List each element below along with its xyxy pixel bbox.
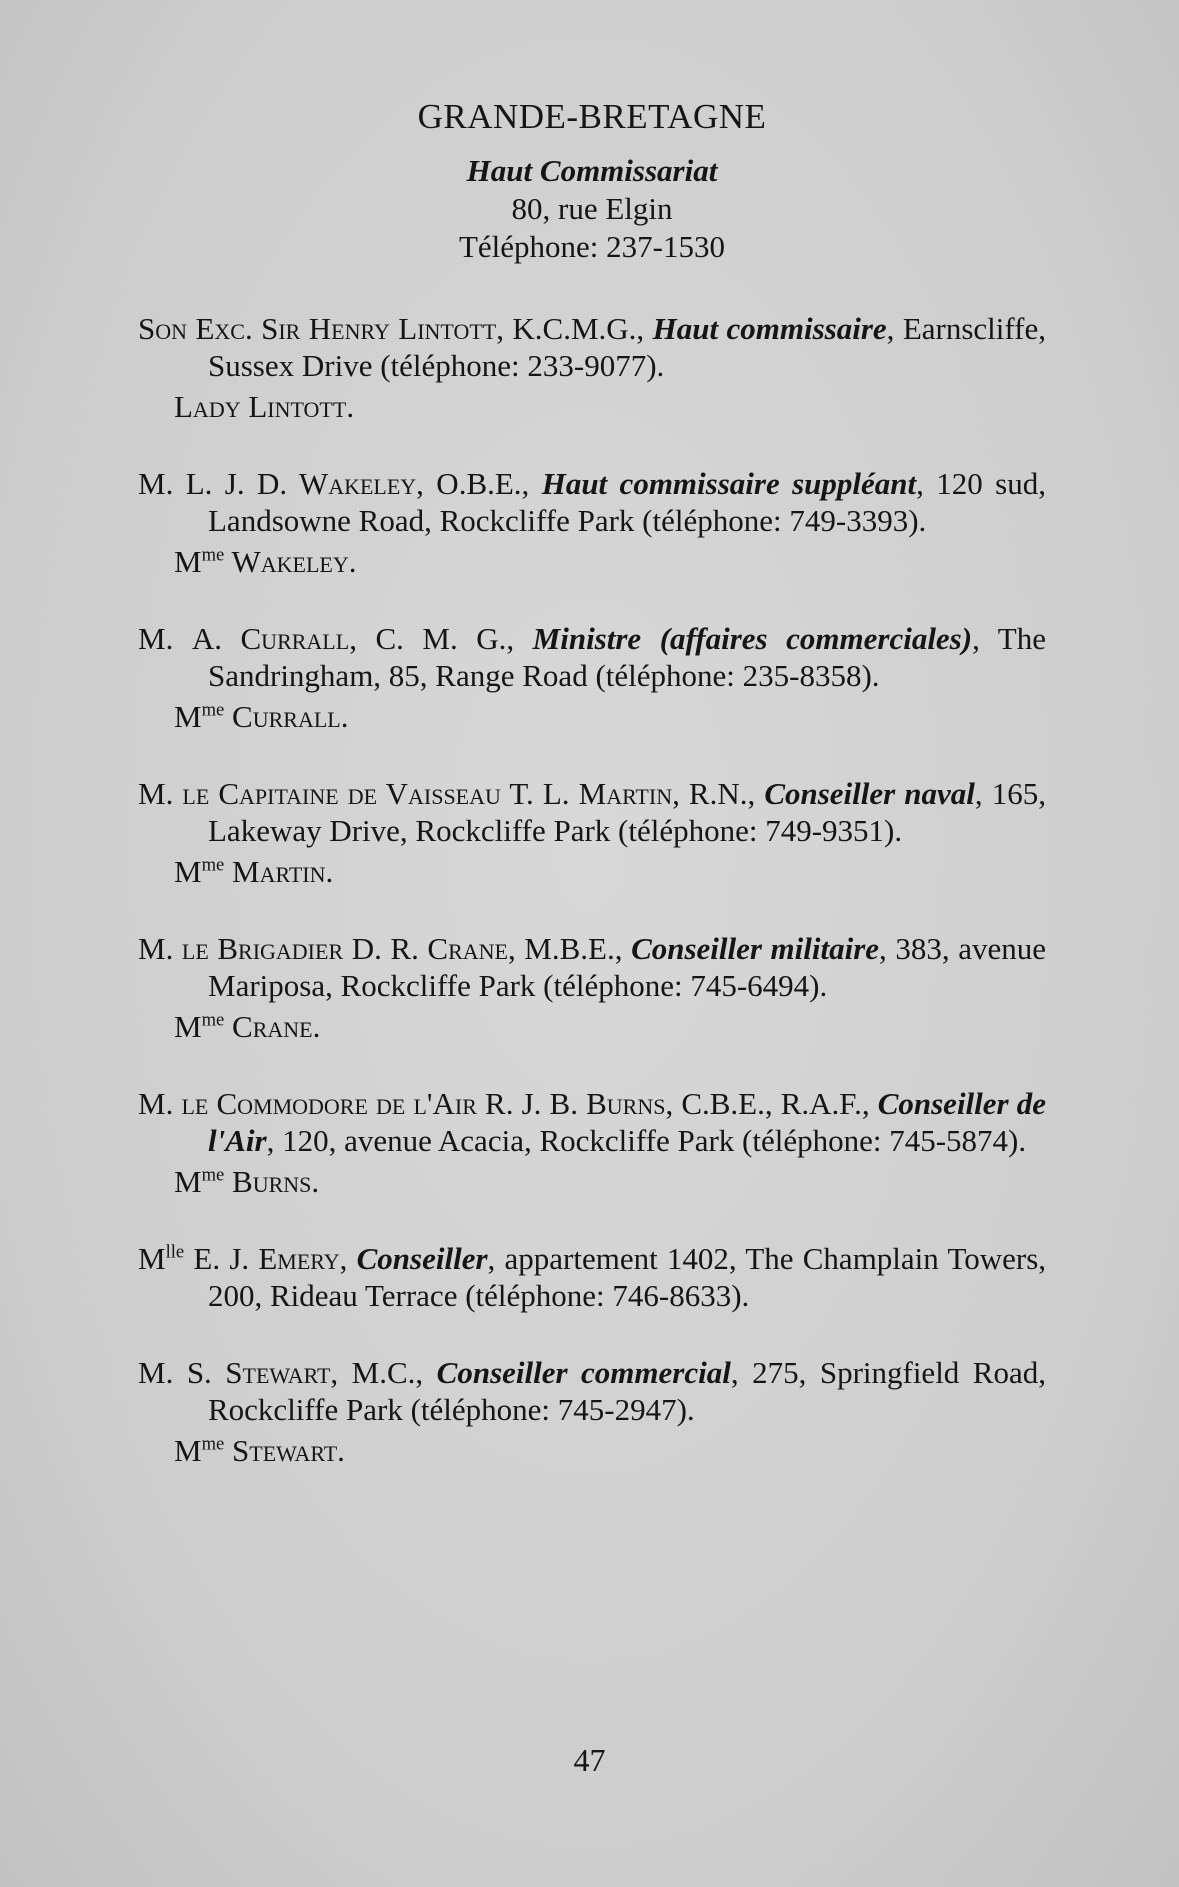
entry-details: , 383, avenue Mariposa, Rockcliffe Park (téléphone: 745-6494). [208,931,1046,1003]
entry-prefix: M [138,1241,166,1276]
entry-details: , The Sandringham, 85, Range Road (téléphone: 235-8358). [208,621,1046,693]
entry-name: le Brigadier D. R. Crane [181,931,508,966]
spouse-prefix-superscript: me [201,1009,225,1031]
entry-honours: , R.N., [672,776,765,811]
entry-honours: , [339,1241,357,1276]
entry-prefix: M. [138,621,192,656]
entry-honours: , M.C., [330,1355,437,1390]
entry-spouse [138,388,1046,425]
spouse-name: Currall [224,699,341,734]
entry-name: le Commodore de l'Air R. J. B. Burns [181,1086,666,1121]
spouse-end: . [346,389,355,424]
entry-title: Conseiller naval [764,776,975,811]
spouse-end: . [337,1433,345,1468]
entry-details: , 120 sud, Landsowne Road, Rockcliffe Park (téléphone: 749-3393). [208,466,1046,538]
spouse-end: . [340,699,349,734]
entry-spouse [138,1432,1046,1469]
entry-spouse [138,1008,1046,1045]
page-content [138,96,1046,1469]
entry-main-line [138,775,1046,849]
entry-prefix: M. [138,1355,187,1390]
spouse-name: Martin [224,854,326,889]
spouse-prefix-superscript: me [201,1433,225,1455]
entry-prefix: M. [138,466,186,501]
entry-main-line [138,1240,1046,1314]
entry-prefix: M. [138,1086,182,1121]
entry-details: , Earnscliffe, Sussex Drive (téléphone: 233-9077). [208,311,1046,383]
personnel-entry [138,930,1046,1045]
entry-spouse [138,1163,1046,1200]
entry-prefix: M. [138,776,183,811]
entry-main-line [138,620,1046,694]
entry-main-line [138,465,1046,539]
entry-title: Ministre (affaires commerciales) [532,621,973,656]
spouse-end: . [312,1009,321,1044]
entry-details: , 275, Springfield Road, Rockcliffe Park (téléphone: 745-2947). [208,1355,1046,1427]
entry-honours: , M.B.E., [507,931,632,966]
entry-title: Conseiller [356,1241,488,1276]
personnel-entry [138,1240,1046,1314]
spouse-prefix: M [174,854,202,889]
entry-prefix-superscript: lle [165,1241,185,1263]
entry-details: , 120, avenue Acacia, Rockcliffe Park (téléphone: 745-5874). [266,1123,1027,1158]
spouse-end: . [311,1164,320,1199]
spouse-prefix: M [174,699,202,734]
entry-honours: , C. M. G., [349,621,533,656]
office-telephone: Téléphone: 237-1530 [458,229,725,264]
entry-name: Son Exc. Sir Henry Lintott [138,311,497,346]
entry-main-line [138,1085,1046,1159]
entry-main-line [138,930,1046,1004]
personnel-entry [138,1354,1046,1469]
entry-title: Conseiller commercial [436,1355,731,1390]
entry-honours: , O.B.E., [416,466,542,501]
spouse-name: Lady Lintott [174,389,347,424]
entry-spouse [138,698,1046,735]
spouse-name: Crane [224,1009,313,1044]
entry-details: , 165, Lakeway Drive, Rockcliffe Park (téléphone: 749-9351). [208,776,1046,848]
entry-title: Conseiller de l'Air [208,1086,1046,1158]
entry-honours: , C.B.E., R.A.F., [665,1086,878,1121]
office-address: 80, rue Elgin [511,191,673,226]
spouse-prefix: M [174,544,202,579]
spouse-prefix-superscript: me [201,854,225,876]
personnel-entry [138,1085,1046,1200]
entry-title: Conseiller militaire [631,931,880,966]
entry-name: S. Stewart [186,1355,331,1390]
personnel-entry [138,620,1046,735]
spouse-prefix-superscript: me [201,544,225,566]
entry-title: Haut commissaire [652,311,887,346]
spouse-end: . [348,544,357,579]
country-heading: GRANDE-BRETAGNE [417,97,767,136]
entry-name: le Capitaine de Vaisseau T. L. Martin [182,776,673,811]
personnel-entry [138,310,1046,425]
personnel-entry [138,465,1046,580]
spouse-prefix-superscript: me [201,699,225,721]
entry-name: E. J. Emery [193,1241,340,1276]
personnel-entry [138,775,1046,890]
personnel-list [138,310,1046,1469]
office-name: Haut Commissariat [466,153,718,188]
spouse-prefix: M [174,1009,202,1044]
spouse-prefix: M [174,1433,202,1468]
spouse-prefix: M [174,1164,202,1199]
entry-spouse [138,853,1046,890]
entry-main-line [138,1354,1046,1428]
spouse-end: . [325,854,334,889]
entry-main-line [138,310,1046,384]
page-number: 47 [573,1742,606,1778]
entry-name: A. Currall [191,621,350,656]
spouse-name: Stewart [224,1433,338,1468]
entry-honours: , K.C.M.G., [496,311,653,346]
spouse-prefix-superscript: me [201,1164,225,1186]
spouse-name: Burns [224,1164,312,1199]
spouse-name: Wakeley [224,544,349,579]
entry-name: L. J. D. Wakeley [185,466,417,501]
entry-title: Haut commissaire suppléant [541,466,917,501]
entry-spouse [138,543,1046,580]
entry-details: , appartement 1402, The Champlain Towers, 200, Rideau Terrace (téléphone: 746-8633). [208,1241,1047,1313]
entry-prefix: M. [138,931,182,966]
